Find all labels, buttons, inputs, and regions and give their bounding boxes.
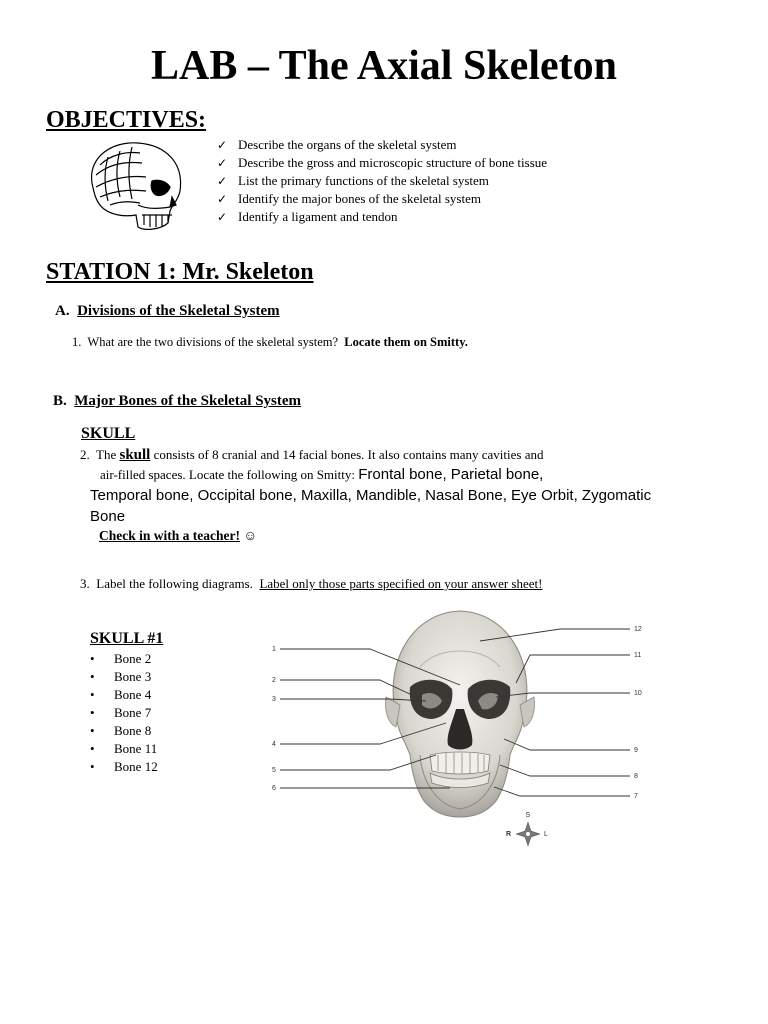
objective-item: ✓ Identify the major bones of the skeletal system: [215, 190, 547, 208]
checkin-note: [99, 527, 257, 545]
q2-line-4: Bone: [90, 508, 126, 525]
skull-diagram: [260, 605, 660, 850]
bone-item: • Bone 11: [88, 740, 158, 758]
section-b-title: Major Bones of the Skeletal System: [74, 393, 302, 409]
diagram-labels-right: [634, 626, 642, 800]
section-b-letter: B.: [53, 393, 67, 409]
bone-item: • Bone 12: [88, 758, 158, 776]
q2-number: 2.: [80, 447, 90, 462]
section-a-letter: A.: [55, 303, 70, 319]
section-b-heading: [53, 391, 301, 411]
section-a-title: Divisions of the Skeletal System: [77, 303, 280, 319]
diagram-label: 11: [634, 652, 642, 659]
diagram-label: 8: [634, 773, 638, 780]
diagram-label: 3: [272, 696, 276, 703]
bone-item: • Bone 3: [88, 668, 158, 686]
q2-line2-b: Frontal bone, Parietal bone,: [358, 466, 544, 483]
q1-number: 1.: [72, 335, 82, 349]
checkin-text: Check in with a teacher!: [99, 528, 240, 543]
compass-l: L: [544, 831, 548, 838]
q3-number: 3.: [80, 576, 90, 591]
objectives-list: [215, 136, 547, 226]
diagram-label: 2: [272, 677, 276, 684]
diagram-labels-left: [272, 646, 276, 792]
section-a-heading: [55, 301, 280, 321]
q2-line-1: [80, 445, 720, 465]
skull-1-heading: SKULL #1: [90, 630, 164, 647]
objective-item: ✓ Describe the gross and microscopic structure of bone tissue: [215, 154, 547, 172]
compass-rose-icon: [506, 812, 548, 846]
diagram-label: 1: [272, 646, 276, 653]
bone-item: • Bone 7: [88, 704, 158, 722]
q2-skull-word: skull: [119, 447, 151, 463]
diagram-label: 4: [272, 741, 276, 748]
diagram-label: 7: [634, 793, 638, 800]
bone-item: • Bone 4: [88, 686, 158, 704]
bone-list: [88, 650, 158, 776]
diagram-label: 10: [634, 690, 642, 697]
q2-line-3: Temporal bone, Occipital bone, Maxilla, Mandible, Nasal Bone, Eye Orbit, Zygomatic: [90, 487, 652, 504]
objective-item: ✓ Identify a ligament and tendon: [215, 208, 547, 226]
q1-text: What are the two divisions of the skeletal system?: [87, 335, 339, 349]
skull-illustration: [385, 611, 534, 817]
diagram-label: 6: [272, 785, 276, 792]
question-2: [80, 445, 720, 527]
diagram-label: 5: [272, 767, 276, 774]
q1-bold-text: Locate them on Smitty.: [344, 335, 468, 349]
q3-text: Label the following diagrams.: [96, 576, 253, 591]
compass-r: R: [506, 831, 512, 838]
q2-pre: The: [96, 447, 117, 462]
bone-item: • Bone 2: [88, 650, 158, 668]
objective-item: ✓ List the primary functions of the skeletal system: [215, 172, 547, 190]
question-1: [72, 333, 468, 351]
skull-subheading: SKULL: [81, 425, 136, 442]
q2-line2-a: air-filled spaces. Locate the following on Smitty:: [100, 467, 355, 482]
objective-item: ✓ Describe the organs of the skeletal system: [215, 136, 547, 154]
q2-line1-rest: consists of 8 cranial and 14 facial bones. It also contains many cavities and: [153, 447, 544, 462]
skull-icon: [80, 135, 190, 235]
bone-item: • Bone 8: [88, 722, 158, 740]
q2-line-2: [80, 465, 720, 485]
page-title: LAB – The Axial Skeleton: [151, 43, 617, 89]
diagram-label: 12: [634, 626, 642, 633]
compass-s: S: [525, 812, 531, 819]
smiley-icon: ☺: [243, 528, 258, 543]
station-heading: STATION 1: Mr. Skeleton: [46, 259, 314, 285]
objectives-heading: OBJECTIVES:: [46, 107, 207, 133]
question-3: [80, 575, 542, 593]
q3-underlined-text: Label only those parts specified on your answer sheet!: [259, 576, 543, 591]
diagram-label: 9: [634, 747, 638, 754]
